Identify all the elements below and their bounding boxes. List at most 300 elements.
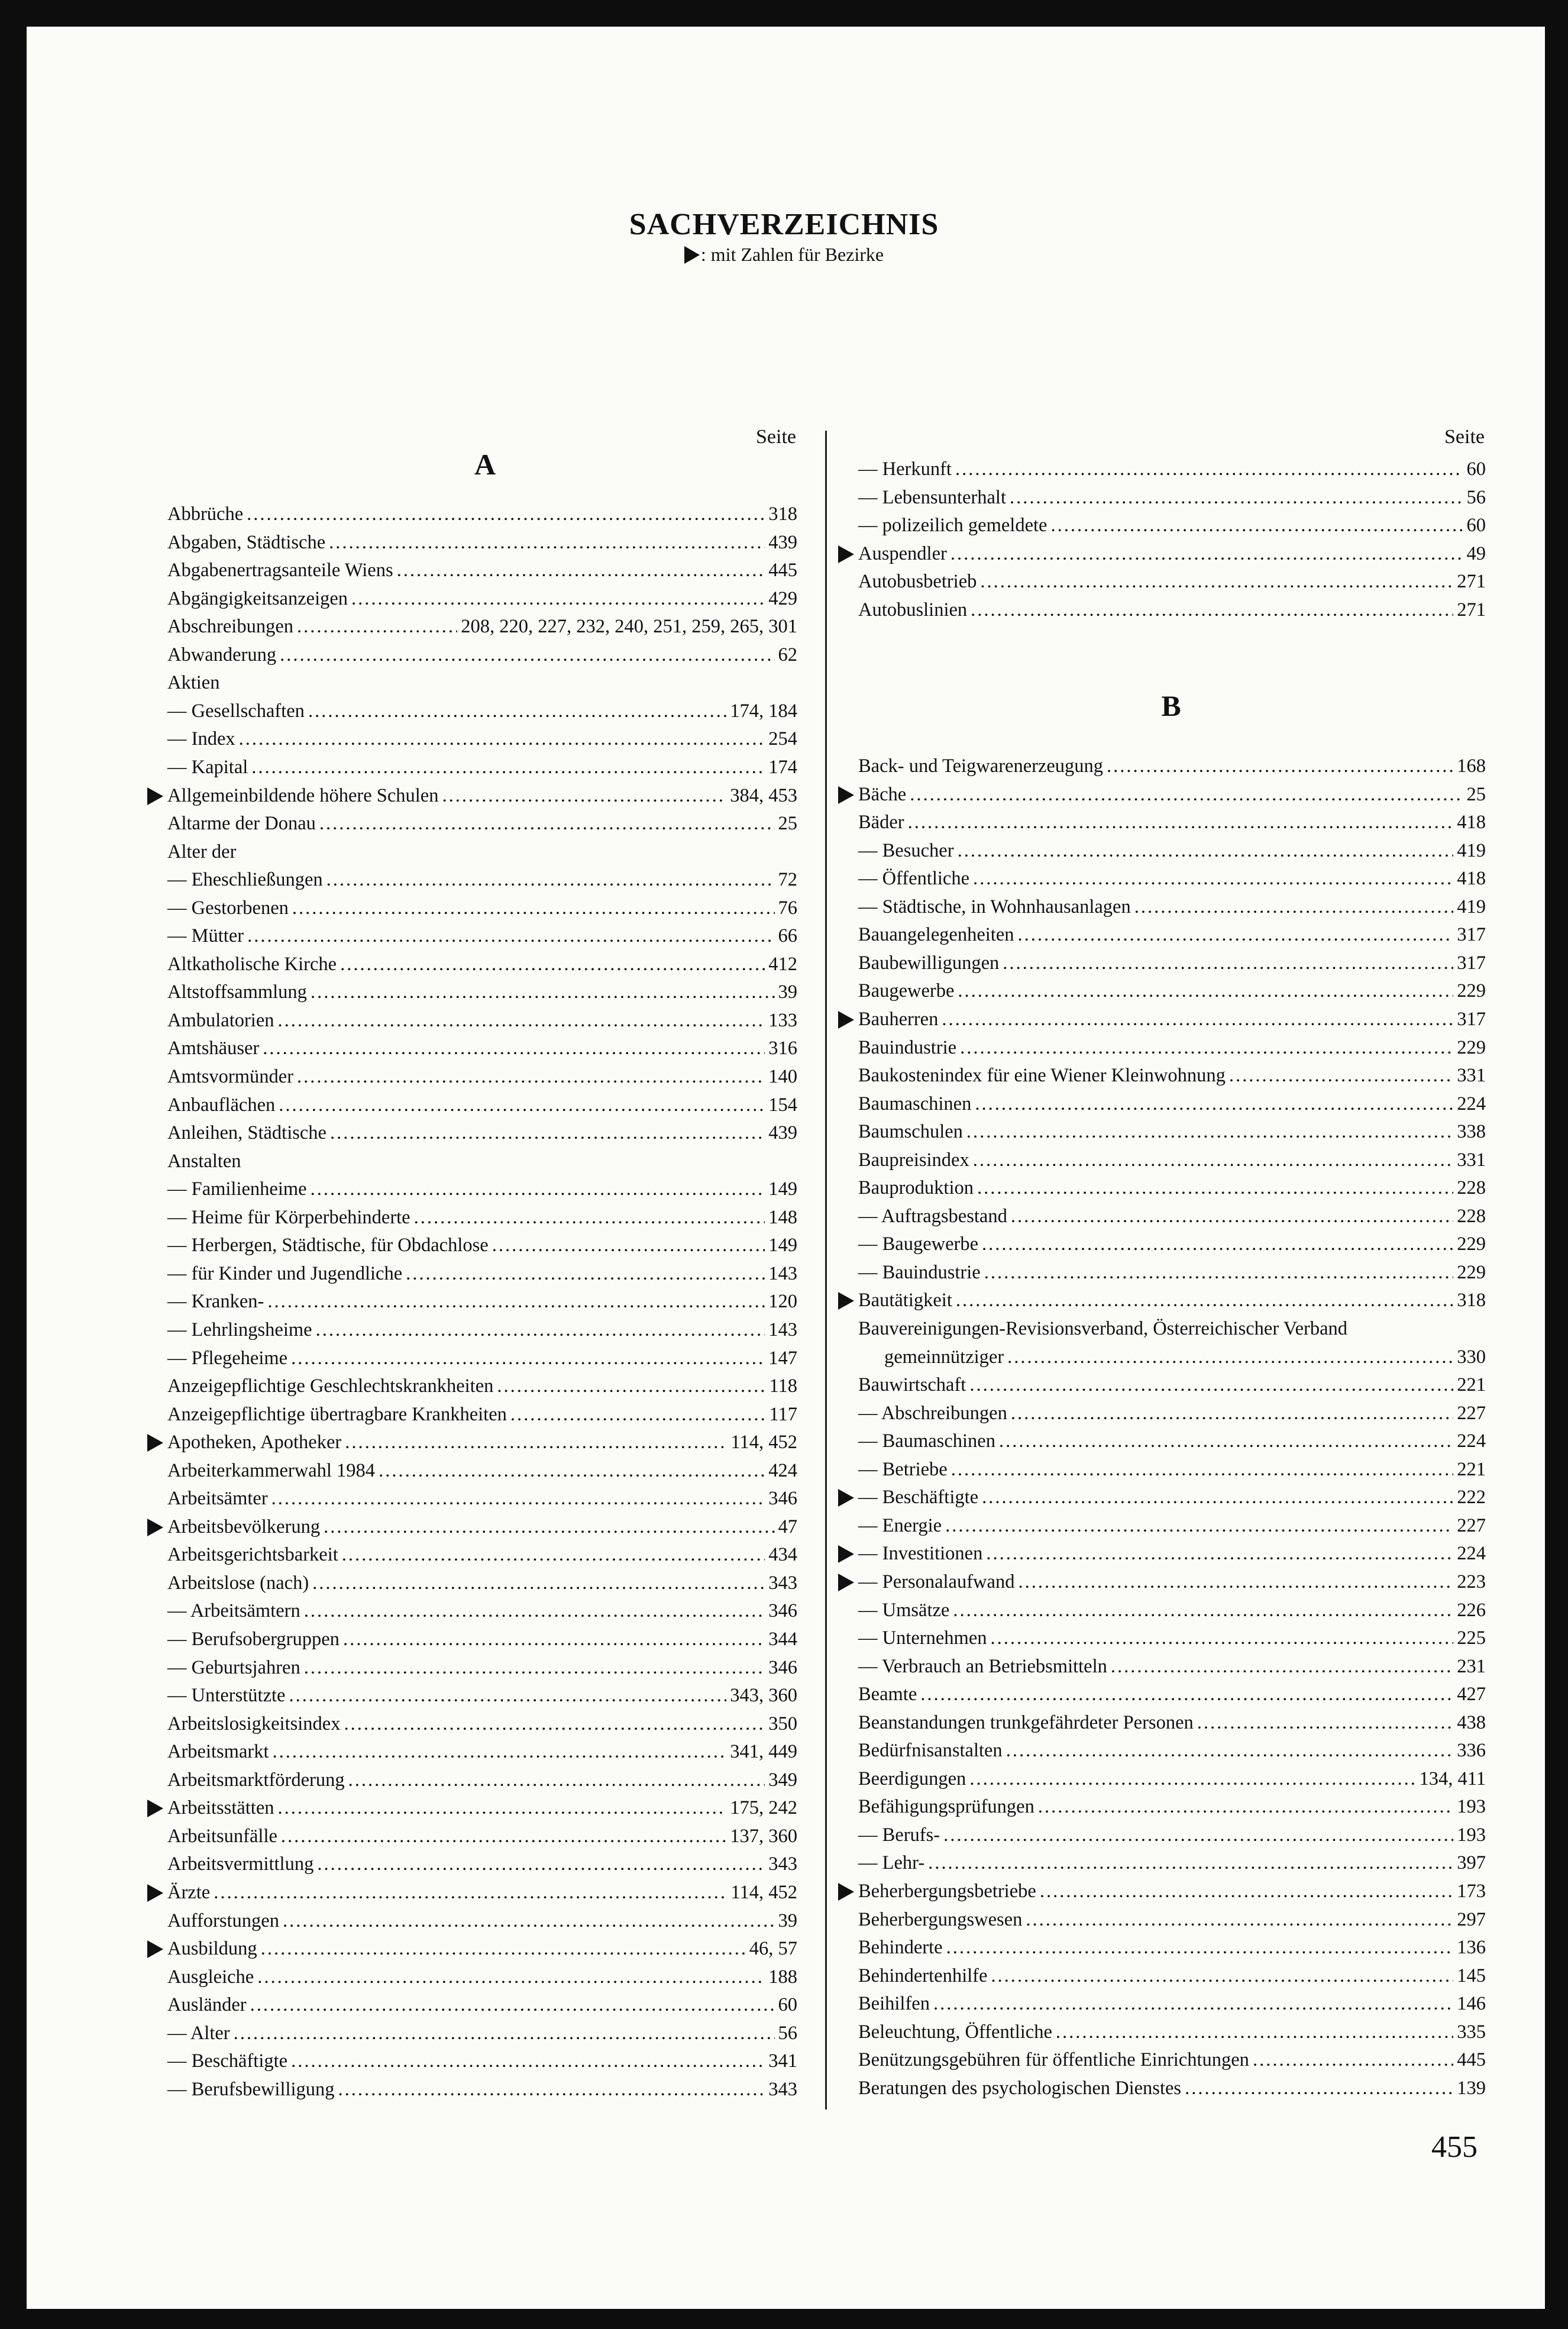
- index-entry: [858, 568, 1486, 596]
- entry-label: Auspendler: [858, 542, 947, 564]
- entry-label: — Betriebe: [858, 1458, 948, 1480]
- index-entry: [858, 977, 1486, 1005]
- dot-leader: [1018, 921, 1454, 949]
- entry-page-ref: 254: [768, 728, 797, 750]
- dot-leader: [297, 613, 457, 641]
- entry-page-ref: 193: [1457, 1824, 1486, 1846]
- entry-page-ref: 439: [768, 531, 797, 553]
- dot-leader: [271, 1485, 765, 1513]
- entry-label: Beerdigungen: [858, 1768, 966, 1789]
- dot-leader: [317, 1850, 765, 1878]
- dot-leader: [397, 557, 765, 584]
- entry-label: Bauwirtschaft: [858, 1374, 966, 1396]
- section-letter-a: A: [474, 448, 496, 481]
- index-entry: [167, 1963, 797, 1991]
- entry-page-ref: 229: [1457, 1036, 1486, 1058]
- dot-leader: [267, 1288, 765, 1316]
- dot-leader: [1038, 1793, 1453, 1821]
- entry-page-ref: 344: [768, 1629, 797, 1650]
- entry-page-ref: 143: [768, 1262, 797, 1284]
- index-entry: [858, 1203, 1486, 1230]
- entry-label: Aufforstungen: [167, 1910, 279, 1931]
- index-entry: [167, 754, 797, 781]
- page-number: 455: [1431, 2130, 1478, 2164]
- entry-page-ref: 231: [1457, 1655, 1486, 1677]
- dot-leader: [951, 1456, 1454, 1484]
- entry-page-ref: 117: [769, 1403, 797, 1425]
- index-entry: [167, 585, 797, 613]
- marker-triangle-icon: [838, 786, 854, 804]
- dot-leader: [984, 1259, 1454, 1287]
- marker-triangle-icon: [838, 1011, 854, 1029]
- index-entry: [858, 865, 1486, 893]
- dot-leader: [289, 1682, 726, 1710]
- entry-page-ref: 331: [1457, 1149, 1486, 1171]
- entry-page-ref: 143: [768, 1319, 797, 1340]
- entry-label: — Öffentliche: [858, 868, 970, 890]
- entry-page-ref: 146: [1457, 1993, 1486, 2015]
- entry-page-ref: 154: [768, 1094, 797, 1116]
- index-entry: [167, 782, 797, 810]
- dot-leader: [1011, 1203, 1453, 1230]
- index-entry: [858, 1849, 1486, 1877]
- dot-leader: [945, 1512, 1453, 1540]
- dot-leader: [958, 977, 1453, 1005]
- entry-page-ref: 418: [1457, 812, 1486, 834]
- dot-leader: [980, 568, 1453, 596]
- dot-leader: [920, 1681, 1453, 1708]
- entry-page-ref: 114, 452: [730, 1432, 797, 1453]
- entry-label: Bedürfnisanstalten: [858, 1740, 1003, 1762]
- dot-leader: [973, 1146, 1454, 1174]
- dot-leader: [351, 585, 765, 613]
- entry-label: — Auftragsbestand: [858, 1205, 1007, 1227]
- entry-label: — Gestorbenen: [167, 897, 289, 919]
- entry-page-ref: 438: [1457, 1711, 1486, 1733]
- index-entry: [167, 669, 797, 697]
- entry-label: — Arbeitsämtern: [167, 1600, 300, 1622]
- entry-label: Aktien: [167, 672, 220, 694]
- dot-leader: [1050, 512, 1463, 540]
- entry-page-ref: 25: [1466, 783, 1486, 805]
- dot-leader: [1011, 1400, 1453, 1427]
- entry-page-ref: 56: [1466, 486, 1486, 508]
- dot-leader: [1010, 484, 1463, 512]
- entry-page-ref: 227: [1457, 1402, 1486, 1424]
- index-entry: [167, 866, 797, 894]
- dot-leader: [304, 1654, 765, 1682]
- dot-leader: [969, 1371, 1453, 1399]
- entry-label: Arbeitsmarkt: [167, 1741, 269, 1763]
- index-entry: [167, 1148, 797, 1175]
- index-entry: [858, 1653, 1486, 1681]
- dot-leader: [324, 1513, 774, 1541]
- index-entry: [858, 1906, 1486, 1934]
- entry-page-ref: 226: [1457, 1599, 1486, 1621]
- entry-label: — Personalaufwand: [858, 1571, 1015, 1592]
- entry-label: Anzeigepflichtige übertragbare Krankheiten: [167, 1403, 507, 1425]
- entry-page-ref: 49: [1466, 542, 1486, 564]
- index-entry: [858, 1878, 1486, 1905]
- dot-leader: [1107, 752, 1453, 780]
- entry-label: Baukostenindex für eine Wiener Kleinwohnung: [858, 1065, 1226, 1087]
- dot-leader: [1253, 2046, 1453, 2074]
- dot-leader: [250, 1991, 775, 2019]
- entry-page-ref: 140: [768, 1066, 797, 1087]
- entry-label: Alter der: [167, 841, 237, 863]
- index-entry: [167, 1794, 797, 1822]
- index-entry: [858, 1624, 1486, 1652]
- entry-page-ref: 229: [1457, 1261, 1486, 1283]
- index-entry: [167, 1541, 797, 1569]
- entry-label: Arbeitsvermittlung: [167, 1853, 314, 1875]
- index-entry: [858, 2018, 1486, 2046]
- index-entry: [858, 2075, 1486, 2102]
- dot-leader: [492, 1232, 765, 1259]
- entry-label: Abgaben, Städtische: [167, 531, 326, 553]
- entry-label: Abwanderung: [167, 644, 277, 666]
- dot-leader: [319, 810, 775, 838]
- index-entry: [858, 540, 1486, 568]
- entry-page-ref: 224: [1457, 1093, 1486, 1115]
- entry-page-ref: 224: [1457, 1430, 1486, 1452]
- entry-page-ref: 336: [1457, 1740, 1486, 1762]
- entry-page-ref: 175, 242: [730, 1797, 797, 1819]
- entry-label: — Bauindustrie: [858, 1261, 981, 1283]
- entry-label: Arbeitsgerichtsbarkeit: [167, 1544, 338, 1566]
- entry-page-ref: 317: [1457, 924, 1486, 946]
- dot-leader: [338, 2076, 765, 2104]
- dot-leader: [999, 1427, 1453, 1455]
- entry-label: — Lehr-: [858, 1852, 925, 1874]
- marker-triangle-icon: [147, 1519, 163, 1536]
- dot-leader: [497, 1372, 765, 1400]
- entry-label: Bäder: [858, 812, 904, 834]
- index-entry: [167, 2020, 797, 2047]
- dot-leader: [297, 1063, 765, 1091]
- index-entry: [167, 1569, 797, 1597]
- left-seite-label: Seite: [756, 426, 796, 448]
- index-entry: [858, 512, 1486, 540]
- entry-label: Bäche: [858, 783, 907, 805]
- dot-leader: [280, 641, 774, 669]
- entry-page-ref: 429: [768, 587, 797, 609]
- entry-page-ref: 229: [1457, 1233, 1486, 1255]
- dot-leader: [214, 1879, 727, 1907]
- entry-label: Anleihen, Städtische: [167, 1122, 326, 1144]
- dot-leader: [442, 782, 726, 810]
- entry-page-ref: 137, 360: [730, 1825, 797, 1847]
- entry-label: Beamte: [858, 1684, 917, 1705]
- entry-label: Arbeitslose (nach): [167, 1572, 309, 1594]
- dot-leader: [966, 1118, 1453, 1146]
- entry-label: Bauvereinigungen-Revisionsverband, Österreichischer Verband: [858, 1318, 1347, 1339]
- entry-label: — Herbergen, Städtische, für Obdachlose: [167, 1235, 489, 1256]
- dot-leader: [910, 781, 1463, 809]
- entry-page-ref: 271: [1457, 571, 1486, 593]
- index-entry: [858, 1371, 1486, 1399]
- dot-leader: [1185, 2075, 1453, 2102]
- entry-label: Bauangelegenheiten: [858, 924, 1014, 946]
- entry-page-ref: 228: [1457, 1205, 1486, 1227]
- index-entry: [167, 1091, 797, 1119]
- dot-leader: [955, 456, 1463, 483]
- index-entry: [858, 2046, 1486, 2074]
- dot-leader: [251, 754, 765, 781]
- index-entry: [167, 951, 797, 978]
- entry-label: — Abschreibungen: [858, 1402, 1007, 1424]
- dot-leader: [316, 1316, 765, 1344]
- entry-page-ref: 25: [778, 813, 797, 835]
- index-entry: [167, 1007, 797, 1035]
- index-entry: [858, 1512, 1486, 1540]
- index-entry: [167, 1682, 797, 1710]
- entry-page-ref: 397: [1457, 1852, 1486, 1874]
- index-entry: [858, 1174, 1486, 1202]
- index-entry: [858, 456, 1486, 483]
- index-entry: [167, 500, 797, 528]
- column-divider: [825, 431, 827, 2110]
- entry-page-ref: 434: [768, 1544, 797, 1566]
- entry-label: — Mütter: [167, 925, 244, 947]
- entry-label: Allgemeinbildende höhere Schulen: [167, 784, 439, 806]
- index-entry: [167, 1626, 797, 1653]
- index-entry: [167, 1935, 797, 1963]
- entry-page-ref: 343: [768, 1853, 797, 1875]
- index-entry: [858, 1990, 1486, 2018]
- dot-leader: [263, 1035, 765, 1062]
- dot-leader: [329, 529, 765, 557]
- index-entry: [167, 1513, 797, 1541]
- dot-leader: [991, 1624, 1454, 1652]
- entry-page-ref: 60: [1466, 458, 1486, 480]
- dot-leader: [312, 1569, 765, 1597]
- index-entry: [858, 1287, 1486, 1314]
- entry-page-ref: 419: [1457, 839, 1486, 861]
- index-entry: [167, 1850, 797, 1878]
- index-entry: [858, 1765, 1486, 1793]
- dot-leader: [1229, 1062, 1453, 1090]
- entry-label: Behinderte: [858, 1937, 943, 1959]
- index-entry: [858, 1709, 1486, 1737]
- entry-label: Baupreisindex: [858, 1149, 969, 1171]
- index-entry: [858, 1062, 1486, 1090]
- page-title: SACHVERZEICHNIS: [629, 208, 939, 241]
- entry-label: Anzeigepflichtige Geschlechtskrankheiten: [167, 1375, 494, 1397]
- entry-page-ref: 343: [768, 2078, 797, 2100]
- entry-label: — Beschäftigte: [858, 1487, 979, 1508]
- marker-triangle-icon: [684, 246, 700, 264]
- entry-page-ref: 228: [1457, 1177, 1486, 1199]
- entry-page-ref: 318: [1457, 1290, 1486, 1312]
- entry-label: — Gesellschaften: [167, 700, 305, 722]
- entry-page-ref: 224: [1457, 1543, 1486, 1565]
- entry-label: Abgängigkeitsanzeigen: [167, 587, 348, 609]
- dot-leader: [283, 1907, 775, 1935]
- entry-label: Anbauflächen: [167, 1094, 276, 1116]
- entry-label: — Familienheime: [167, 1178, 307, 1200]
- entry-label: Abbrüche: [167, 503, 244, 525]
- entry-label: — Lebensunterhalt: [858, 486, 1006, 508]
- entry-label: Beherbergungsbetriebe: [858, 1881, 1036, 1902]
- index-entry: [858, 1118, 1486, 1146]
- dot-leader: [261, 1935, 746, 1963]
- dot-leader: [977, 1174, 1453, 1202]
- entry-label: Baumaschinen: [858, 1093, 972, 1115]
- index-entry: [167, 978, 797, 1006]
- entry-page-ref: 229: [1457, 980, 1486, 1002]
- entry-page-ref: 139: [1457, 2077, 1486, 2099]
- entry-page-ref: 316: [768, 1038, 797, 1059]
- dot-leader: [278, 1007, 765, 1035]
- dot-leader: [279, 1091, 765, 1119]
- entry-page-ref: 427: [1457, 1684, 1486, 1705]
- dot-leader: [406, 1260, 765, 1288]
- entry-label: — Alter: [167, 2022, 230, 2044]
- entry-page-ref: 318: [768, 503, 797, 525]
- index-entry: [167, 557, 797, 584]
- dot-leader: [247, 922, 774, 950]
- marker-triangle-icon: [838, 1292, 854, 1310]
- entry-label: Bauproduktion: [858, 1177, 974, 1199]
- index-entry: [167, 1597, 797, 1625]
- entry-page-ref: 445: [1457, 2049, 1486, 2071]
- index-entry: [167, 697, 797, 725]
- entry-label: — Städtische, in Wohnhausanlagen: [858, 896, 1131, 918]
- entry-label: — Umsätze: [858, 1599, 950, 1621]
- entry-page-ref: 148: [768, 1206, 797, 1228]
- entry-page-ref: 221: [1457, 1458, 1486, 1480]
- entry-label: — für Kinder und Jugendliche: [167, 1262, 403, 1284]
- entry-page-ref: 173: [1457, 1881, 1486, 1902]
- marker-triangle-icon: [838, 1545, 854, 1563]
- entry-label: Ausgleiche: [167, 1966, 254, 1988]
- dot-leader: [1003, 949, 1453, 977]
- index-entry: [167, 613, 797, 641]
- dot-leader: [1197, 1709, 1453, 1737]
- dot-leader: [291, 2047, 765, 2075]
- entry-label: Amtshäuser: [167, 1038, 260, 1059]
- entry-page-ref: 46, 57: [749, 1938, 797, 1960]
- dot-leader: [960, 1034, 1453, 1062]
- index-entry: [167, 2076, 797, 2104]
- dot-leader: [1040, 1878, 1453, 1905]
- entry-page-ref: 418: [1457, 868, 1486, 890]
- entry-label: Anstalten: [167, 1150, 241, 1172]
- entry-label: Beihilfen: [858, 1993, 930, 2015]
- entry-page-ref: 350: [768, 1713, 797, 1734]
- dot-leader: [304, 1597, 765, 1625]
- dot-leader: [311, 1175, 765, 1203]
- index-entry: [167, 1738, 797, 1766]
- entry-page-ref: 271: [1457, 599, 1486, 621]
- entry-page-ref: 60: [778, 1994, 797, 2016]
- entry-label: Back- und Teigwarenerzeugung: [858, 755, 1104, 777]
- index-entry: [858, 596, 1486, 624]
- entry-page-ref: 424: [768, 1459, 797, 1481]
- entry-label: Amtsvormünder: [167, 1066, 294, 1087]
- right-seite-label: Seite: [1444, 426, 1485, 448]
- entry-page-ref: 118: [769, 1375, 797, 1397]
- index-entry: [858, 781, 1486, 809]
- index-entry: [167, 894, 797, 922]
- dot-leader: [958, 837, 1454, 865]
- dot-leader: [272, 1738, 726, 1766]
- entry-label: — Kranken-: [167, 1291, 264, 1313]
- entry-page-ref: 66: [778, 925, 797, 947]
- entry-page-ref: 343, 360: [730, 1685, 797, 1707]
- dot-leader: [414, 1204, 765, 1232]
- entry-page-ref: 120: [768, 1291, 797, 1313]
- entry-page-ref: 335: [1457, 2021, 1486, 2043]
- entry-page-ref: 349: [768, 1769, 797, 1791]
- dot-leader: [956, 1287, 1453, 1314]
- entry-page-ref: 60: [1466, 515, 1486, 537]
- dot-leader: [975, 1090, 1453, 1118]
- index-entry: [167, 1345, 797, 1372]
- entry-page-ref: 338: [1457, 1121, 1486, 1143]
- index-entry: [167, 1766, 797, 1794]
- index-entry: [858, 1230, 1486, 1258]
- legend-line: [0, 244, 1568, 266]
- entry-page-ref: 76: [778, 897, 797, 919]
- entry-page-ref: 56: [778, 2022, 797, 2044]
- entry-page-ref: 331: [1457, 1065, 1486, 1087]
- marker-triangle-icon: [147, 787, 163, 805]
- entry-page-ref: 149: [768, 1235, 797, 1256]
- dot-leader: [951, 540, 1463, 568]
- entry-label: Ausbildung: [167, 1938, 257, 1960]
- entry-label: — Heime für Körperbehinderte: [167, 1206, 410, 1228]
- entry-label: Bautätigkeit: [858, 1290, 952, 1312]
- index-entry: [858, 1934, 1486, 1962]
- index-entry: [858, 1540, 1486, 1568]
- entry-label: — Berufsobergruppen: [167, 1629, 340, 1650]
- dot-leader: [308, 697, 726, 725]
- index-entry: [167, 1457, 797, 1485]
- marker-triangle-icon: [147, 1940, 163, 1958]
- index-entry: [167, 838, 797, 866]
- dot-leader: [291, 1345, 765, 1372]
- index-entry: [858, 1568, 1486, 1596]
- entry-label: — Baumaschinen: [858, 1430, 995, 1452]
- index-entry: [167, 1204, 797, 1232]
- index-entry: [167, 1879, 797, 1907]
- dot-leader: [942, 1006, 1453, 1033]
- index-entry: [858, 1343, 1486, 1371]
- marker-triangle-icon: [147, 1800, 163, 1817]
- index-entry: [167, 1372, 797, 1400]
- dot-leader: [933, 1990, 1453, 2018]
- marker-triangle-icon: [147, 1434, 163, 1452]
- entry-page-ref: 445: [768, 560, 797, 582]
- entry-page-ref: 134, 411: [1419, 1768, 1486, 1789]
- entry-label: — Energie: [858, 1514, 942, 1536]
- dot-leader: [908, 809, 1454, 836]
- dot-leader: [247, 500, 765, 528]
- dot-leader: [343, 1626, 765, 1653]
- entry-label: Beratungen des psychologischen Dienstes: [858, 2077, 1182, 2099]
- index-entry: [167, 1429, 797, 1456]
- index-entry: [167, 1485, 797, 1513]
- entry-page-ref: 317: [1457, 1008, 1486, 1030]
- entry-page-ref: 39: [778, 1910, 797, 1931]
- entry-label: Benützungsgebühren für öffentliche Einrichtungen: [858, 2049, 1249, 2071]
- entry-label: — Unterstützte: [167, 1685, 286, 1707]
- entry-page-ref: 174, 184: [730, 700, 797, 722]
- entry-label: — Kapital: [167, 756, 248, 778]
- dot-leader: [973, 865, 1453, 893]
